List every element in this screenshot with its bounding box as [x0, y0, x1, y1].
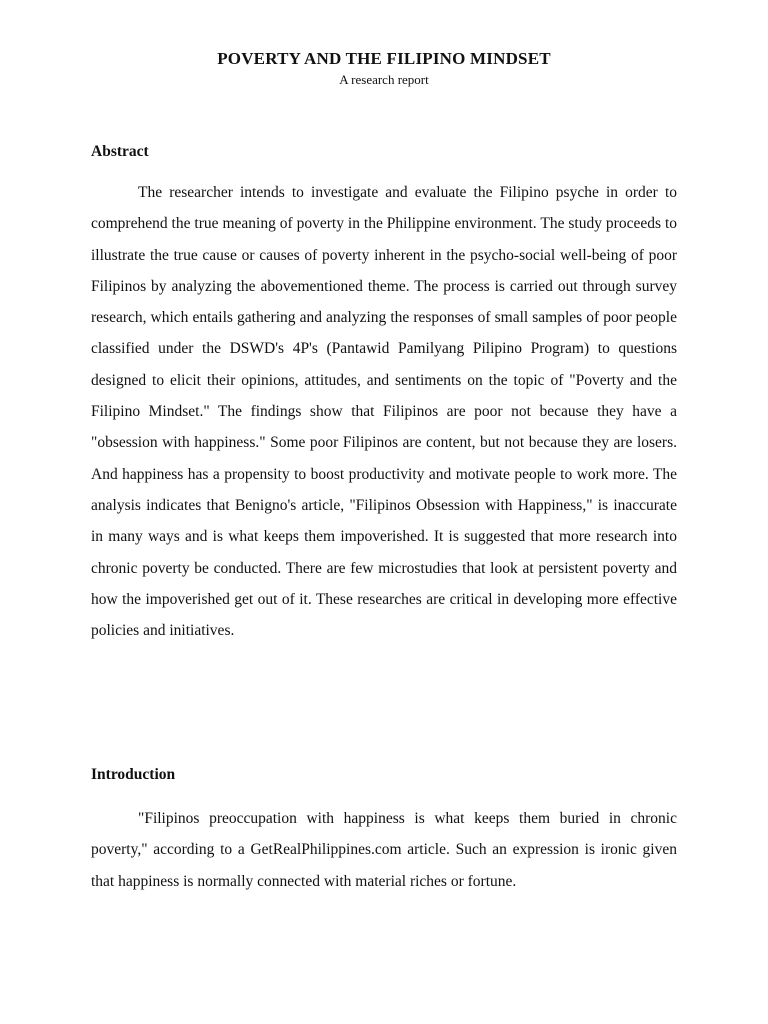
- document-title: POVERTY AND THE FILIPINO MINDSET: [217, 49, 551, 68]
- abstract-heading: Abstract: [91, 143, 149, 160]
- introduction-heading: Introduction: [91, 766, 176, 783]
- introduction-paragraph: "Filipinos preoccupation with happiness is what keeps them buried in chronic poverty," according to a GetRealPhilippines.com article. Such an expression is ironic given that happiness is normally connected with material riches or fortune.: [91, 810, 677, 890]
- document-subtitle: A research report: [339, 72, 429, 87]
- abstract-paragraph: The researcher intends to investigate and evaluate the Filipino psyche in order to comprehend the true meaning of poverty in the Philippine environment. The study proceeds to illustrate the true cause or causes of poverty inherent in the psycho-social well-being of poor Filipinos by analyzing the abovementioned theme. The process is carried out through survey research, which entails gathering and analyzing the responses of small samples of poor people classified under the DSWD's 4P's (Pantawid Pamilyang Pilipino Program) to questions designed to elicit their opinions, attitudes, and sentiments on the topic of "Poverty and the Filipino Mindset." The findings show that Filipinos are poor not because they have a "obsession with happiness." Some poor Filipinos are content, but not because they are losers. And happiness has a propensity to boost productivity and motivate people to work more. The analysis indicates that Benigno's article, "Filipinos Obsession with Happiness," is inaccurate in many ways and is what keeps them impoverished. It is suggested that more research into chronic poverty be conducted. There are few microstudies that look at persistent poverty and how the impoverished get out of it. These researches are critical in developing more effective policies and initiatives.: [91, 184, 677, 640]
